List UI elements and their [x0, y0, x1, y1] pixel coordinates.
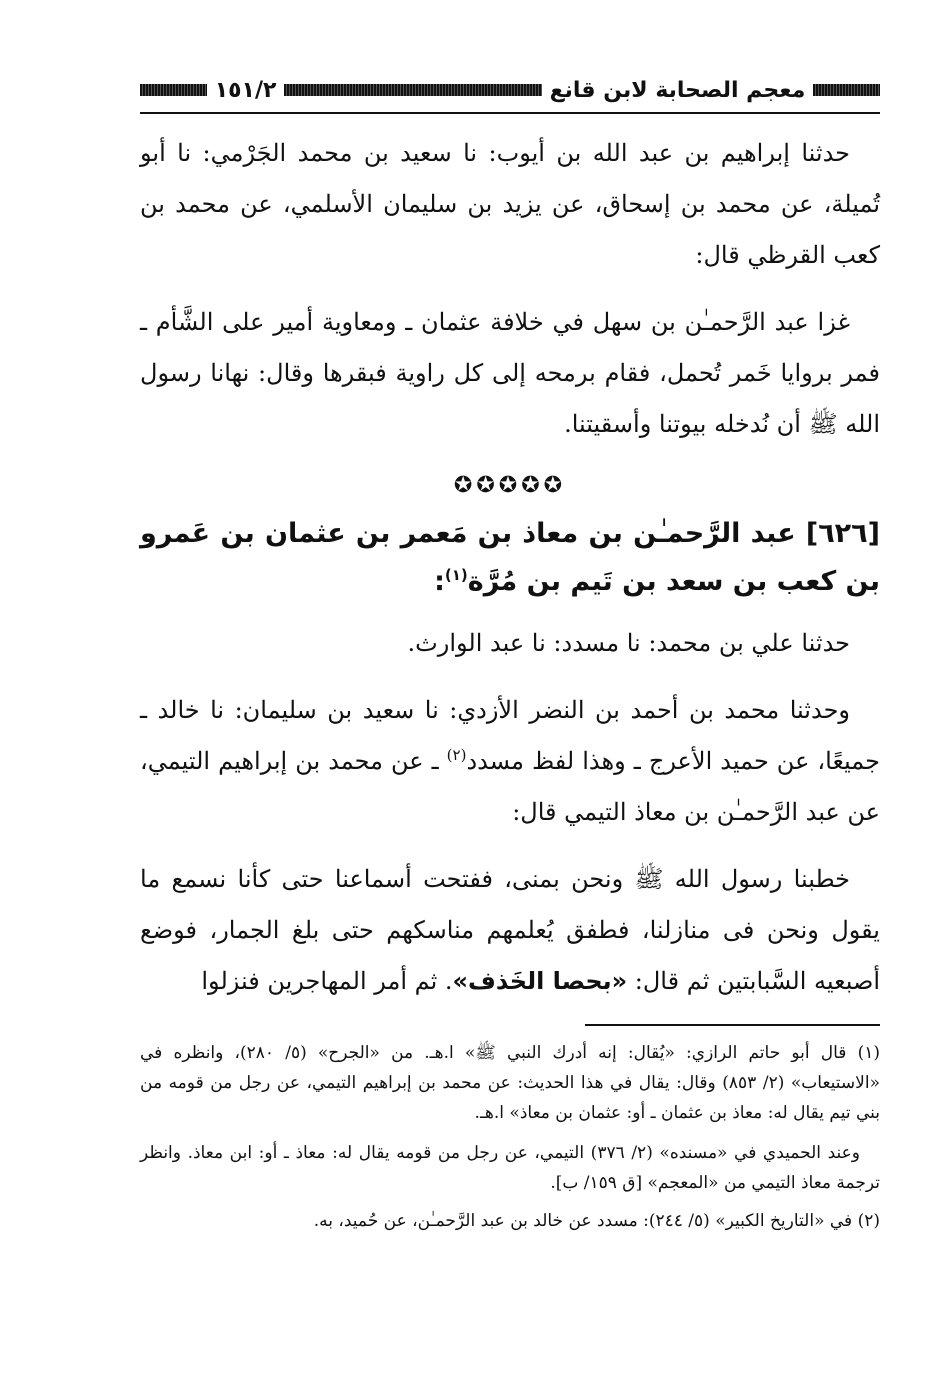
entry-title-colon: :: [434, 566, 445, 597]
entry-title: [140, 510, 880, 606]
main-text: [140, 128, 880, 1023]
header-rule: [140, 112, 880, 114]
hadith-2-text-b: . ثم أمر المهاجرين فنزلوا: [201, 967, 453, 995]
header-ornament-middle: [284, 84, 541, 96]
hadith-2-quote: «بحصا الخَذف»: [452, 967, 628, 995]
paragraph-isnad-1: حدثنا إبراهيم بن عبد الله بن أيوب: نا سعيد بن محمد الجَرْمي: نا أبو تُميلة، عن محمد بن إسحاق، عن يزيد بن سليمان الأسلمي، عن محمد بن كعب القرظي قال:: [140, 139, 880, 269]
header-ornament-right: [813, 84, 880, 96]
hadith-2-text-a: خطبنا رسول الله ﷺ ونحن بمنى، ففتحت أسماعنا حتى كأنا نسمع ما يقول ونحن فى منازلنا، فطفق يُعلمهم مناسكهم حتى بلغ الجمار، فوضع أصبعيه السَّبابتين ثم قال:: [140, 865, 880, 995]
footnote-1: (١) قال أبو حاتم الرازي: «يُقال: إنه أدرك النبي ﷺ» ا.هـ. من «الجرح» (٥/ ٢٨٠)، وانظره في «الاستيعاب» (٢/ ٨٥٣) وقال: يقال في هذا الحديث: عن محمد بن إبراهيم التيمي، عن رجل من قومه من بني تيم يقال له: معاذ بن عثمان ـ أو: عثمان بن معاذ» ا.هـ.: [140, 1043, 880, 1123]
footnotes: [140, 1038, 880, 1246]
header-title: معجم الصحابة لابن قانع: [549, 77, 806, 103]
paragraph-hadith-2: [140, 854, 880, 1007]
section-separator: ✪✪✪✪✪: [453, 473, 567, 498]
footnote-1-continued: وعند الحميدي في «مسنده» (٢/ ٣٧٦) التيمي، عن رجل من قومه يقال له: معاذ ـ أو: ابن معاذ. وانظر ترجمة معاذ التيمي من «المعجم» [ق ١٥٩/ ب].: [140, 1143, 880, 1193]
isnad-3-text-a: وحدثنا محمد بن أحمد بن النضر الأزدي: نا سعيد بن سليمان: نا خالد ـ جميعًا، عن حميد الأعرج ـ وهذا لفظ مسدد: [140, 696, 880, 775]
footnote-ref-2: (٢): [446, 746, 467, 764]
footnote-rule: [585, 1024, 880, 1026]
running-header: [140, 70, 880, 110]
paragraph-hadith-1: غزا عبد الرَّحمـٰن بن سهل في خلافة عثمان ـ ومعاوية أمير على الشَّأم ـ فمر بروايا خَمر تُحمل، فقام برمحه إلى كل راوية فبقرها وقال: نهانا رسول الله ﷺ أن نُدخله بيوتنا وأسقيتنا.: [140, 308, 880, 438]
header-ornament-left: [140, 84, 207, 96]
paragraph-isnad-3: [140, 685, 880, 838]
footnote-2: (٢) في «التاريخ الكبير» (٥/ ٢٤٤): مسدد عن خالد بن عبد الرَّحمـٰن، عن حُميد، به.: [313, 1211, 880, 1231]
entry-title-text: [٦٢٦] عبد الرَّحمـٰن بن معاذ بن مَعمر بن عثمان بن عَمرو بن كعب بن سعد بن تَيم بن مُرَّة: [140, 518, 880, 597]
footnote-ref-1: (١): [444, 566, 468, 584]
isnad-3-text-b: ـ عن محمد بن إبراهيم التيمي، عن عبد الرَّحمـٰن بن معاذ التيمي قال:: [140, 747, 880, 826]
header-page-number: ١٥١/٢: [214, 77, 277, 103]
paragraph-isnad-2: حدثنا علي بن محمد: نا مسدد: نا عبد الوارث.: [407, 629, 850, 657]
